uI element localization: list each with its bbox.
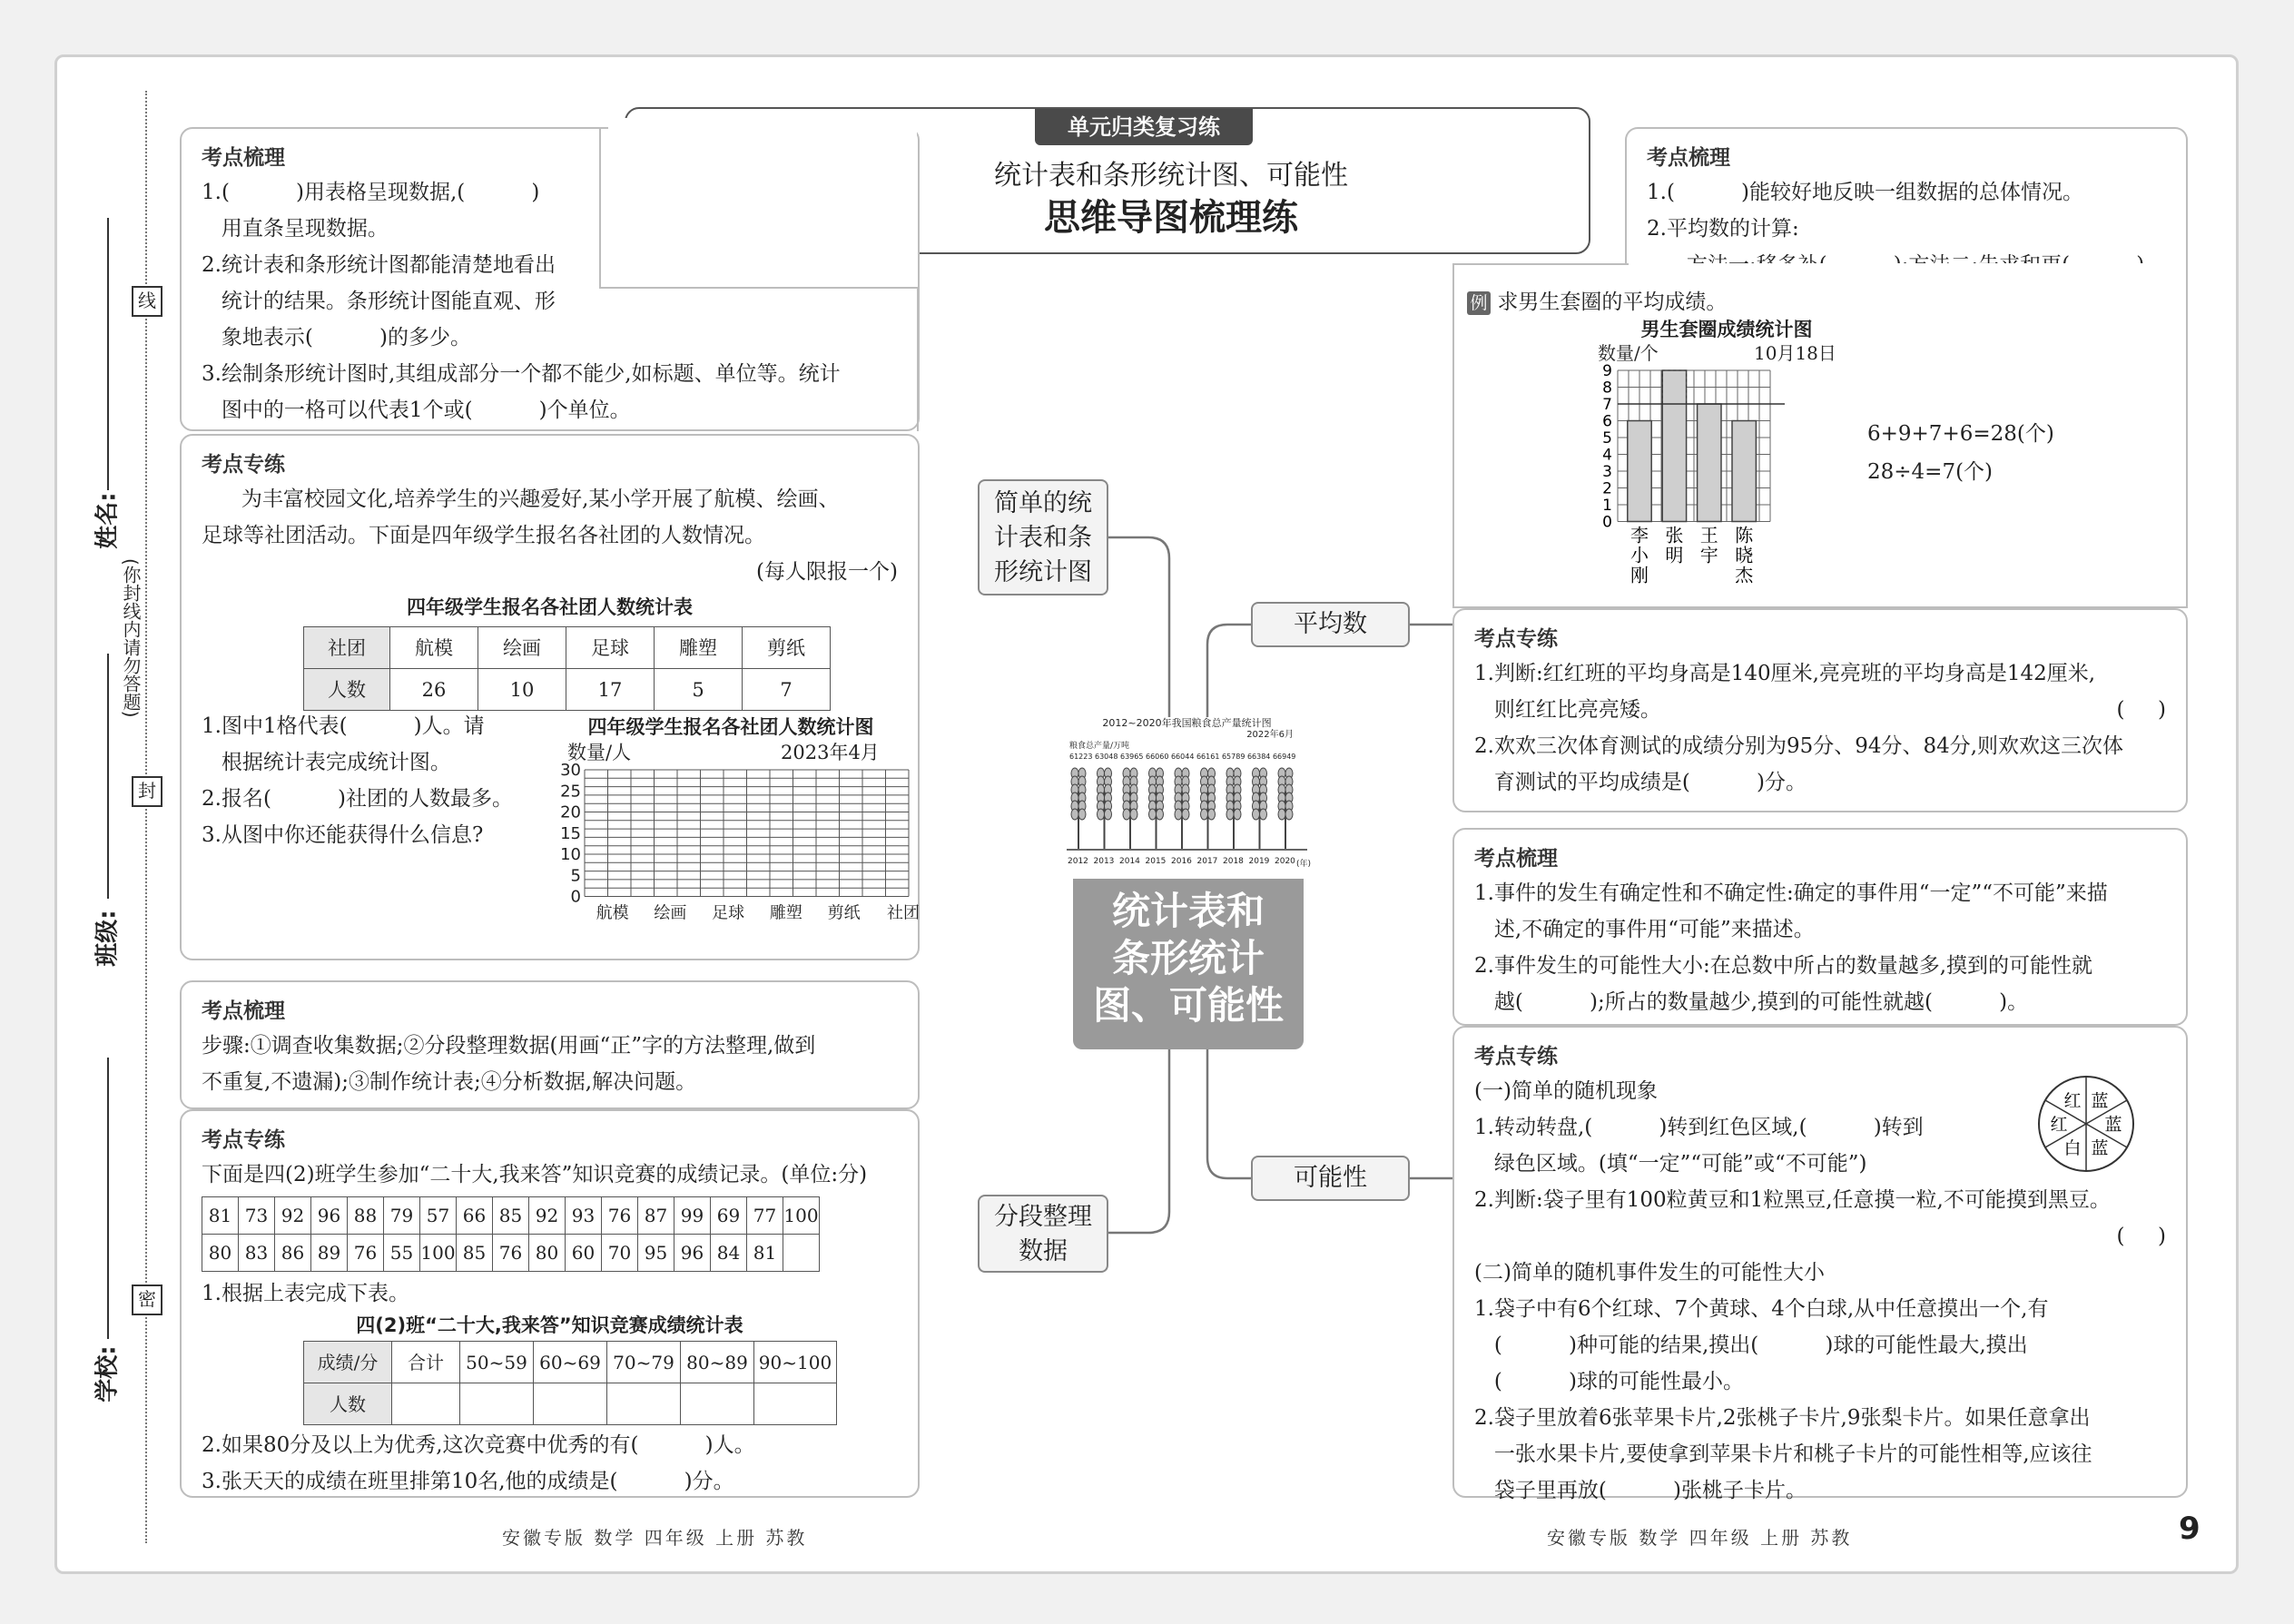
score-cell: 57 [420, 1197, 457, 1235]
y-tick-label: 5 [570, 866, 581, 886]
question: 2.如果80分及以上为优秀,这次竞赛中优秀的有( )人。 [202, 1433, 755, 1457]
score-cell: 60 [566, 1235, 602, 1272]
text-line: 图中的一格可以代表1个或( )个单位。 [202, 399, 631, 422]
spinner-label: 蓝 [2091, 1137, 2109, 1158]
spinner-label: 白 [2063, 1137, 2082, 1158]
image-unit: 粮食总产量/万吨 [1069, 742, 1130, 751]
table-cell: 足球 [566, 627, 655, 669]
wheat-grain [1149, 809, 1157, 820]
node-simple-statistics: 简单的统 计表和条 形统计图 [978, 479, 1108, 595]
table-cell: 80~89 [681, 1342, 754, 1383]
score-cell: 100 [420, 1235, 457, 1272]
score-cell: 99 [674, 1197, 711, 1235]
text-line: 步骤:①调查收集数据;②分段整理数据(用画“正”字的方法整理,做到 [202, 1034, 816, 1058]
image-date: 2022年6月 [1246, 730, 1294, 740]
header-badge: 单元归类复习练 [1035, 109, 1253, 145]
class-label: 班级: [94, 910, 122, 967]
score-cell: 89 [311, 1235, 348, 1272]
y-tick-label: 5 [1602, 429, 1612, 448]
year-label: 2013 [1093, 857, 1115, 866]
bar-label-char: 小 [1630, 544, 1649, 566]
bar [1732, 421, 1756, 522]
table-cell: 26 [390, 669, 478, 711]
text-line: 1.判断:红红班的平均身高是140厘米,亮亮班的平均身高是142厘米, [1474, 662, 2096, 685]
year-label: 2014 [1119, 857, 1140, 866]
subsection-title: (一)简单的随机现象 [1474, 1079, 1658, 1103]
node-average: 平均数 [1251, 602, 1410, 647]
text-line: 3.绘制条形统计图时,其组成部分一个都不能少,如标题、单位等。统计 [202, 362, 841, 386]
wheat-grain [1071, 809, 1078, 820]
example-top-border [1454, 263, 1629, 265]
right-panel-review-1 [1625, 127, 2188, 281]
text-line: 一张水果卡片,要使拿到苹果卡片和桃子卡片的可能性相等,应该往 [1474, 1442, 2092, 1466]
wheat-grain [1157, 809, 1164, 820]
question: 1.根据上表完成下表。 [202, 1282, 409, 1305]
section-title: 考点梳理 [1474, 847, 1558, 871]
x-axis-name: 社团 [887, 903, 920, 923]
bar [1698, 404, 1721, 522]
seal-mark: 线 [132, 286, 162, 317]
score-cell: 96 [674, 1235, 711, 1272]
intro-line: 为丰富校园文化,培养学生的兴趣爱好,某小学开展了航模、绘画、 [202, 487, 840, 511]
wheat-grain [1201, 809, 1208, 820]
wheat-grain [1208, 809, 1216, 820]
no-answer-note: (你封线内请勿答题) [120, 558, 142, 718]
question: 3.从图中你还能获得什么信息? [202, 823, 484, 847]
score-cell: 77 [747, 1197, 783, 1235]
example-text: 求男生套圈的平均成绩。 [1497, 290, 1728, 314]
y-tick-label: 6 [1602, 412, 1612, 431]
score-cell: 76 [493, 1235, 529, 1272]
calc-line: 6+9+7+6=28(个) [1867, 422, 2054, 446]
question: 根据统计表完成统计图。 [202, 751, 451, 774]
image-values: 61223 63048 63965 66060 66044 66161 65789 66384 66949 [1069, 753, 1296, 761]
bar-label-char: 张 [1665, 524, 1684, 546]
y-tick-label: 7 [1602, 396, 1612, 414]
bar-label-char: 王 [1699, 524, 1718, 546]
table-cell: 成绩/分 [304, 1342, 392, 1383]
table-cell: 7 [743, 669, 831, 711]
score-cell: 86 [275, 1235, 311, 1272]
wheat-grain [1098, 809, 1105, 820]
table-cell: 17 [566, 669, 655, 711]
chart-unit: 数量/人 [567, 742, 632, 763]
right-panel-practice-1 [1452, 608, 2188, 812]
year-label: 2012 [1068, 857, 1088, 866]
node-grouped-data: 分段整理 数据 [978, 1195, 1108, 1273]
table-cell: 5 [655, 669, 743, 711]
score-cell: 84 [711, 1235, 747, 1272]
text-line: 2.判断:袋子里有100粒黄豆和1粒黑豆,任意摸一粒,不可能摸到黑豆。 [1474, 1188, 2111, 1212]
table-cell: 合计 [392, 1342, 460, 1383]
text-line: 则红红比亮亮矮。 [1474, 698, 1661, 722]
wheat-grain [1175, 809, 1182, 820]
year-label: 2016 [1171, 857, 1192, 866]
score-cell: 92 [529, 1197, 566, 1235]
text-line: 2.袋子里放着6张苹果卡片,2张桃子卡片,9张梨卡片。如果任意拿出 [1474, 1406, 2091, 1430]
center-title-line: 统计表和 [1111, 889, 1265, 933]
wheat-grain [1078, 809, 1086, 820]
center-title-line: 图、可能性 [1092, 983, 1284, 1028]
wheat-illustration [1062, 763, 1312, 853]
score-cell: 85 [493, 1197, 529, 1235]
table-cell: 人数 [304, 669, 390, 711]
image-title: 2012~2020年我国粮食总产量统计图 [1102, 717, 1272, 729]
center-image [1062, 717, 1312, 881]
x-tick-label: 绘画 [654, 903, 687, 923]
score-cell: 87 [638, 1197, 674, 1235]
text-line: 统计的结果。条形统计图能直观、形 [202, 290, 556, 313]
section-title: 考点专练 [202, 453, 285, 477]
text-line: 不重复,不遗漏);③制作统计表;④分析数据,解决问题。 [202, 1070, 697, 1094]
section-title: 考点梳理 [1647, 146, 1730, 170]
bar [1628, 421, 1651, 522]
text-line: 袋子里再放( )张桃子卡片。 [1474, 1479, 1807, 1502]
wheat-grain [1285, 809, 1293, 820]
question: 2.报名( )社团的人数最多。 [202, 787, 514, 811]
score-cell: 81 [747, 1235, 783, 1272]
question: 1.图中1格代表( )人。请 [202, 714, 485, 738]
text-line: 1.( )用表格呈现数据,( ) [202, 181, 540, 204]
y-tick-label: 1 [1602, 497, 1612, 515]
text-line: 2.统计表和条形统计图都能清楚地看出 [202, 253, 556, 277]
header-subtitle: 统计表和条形统计图、可能性 [994, 160, 1348, 192]
score-cell: 73 [239, 1197, 275, 1235]
table-cell: 10 [478, 669, 566, 711]
x-tick-label: 剪纸 [827, 903, 861, 923]
spinner-diagram [2035, 1073, 2137, 1175]
spinner-label: 红 [2063, 1091, 2082, 1112]
score-cell: 96 [311, 1197, 348, 1235]
header-title: 思维导图梳理练 [1044, 197, 1298, 239]
text-line: 1.袋子中有6个红球、7个黄球、4个白球,从中任意摸出一个,有 [1474, 1297, 2049, 1321]
answer-brackets[interactable]: ( ) [2116, 1225, 2166, 1248]
text-line: 象地表示( )的多少。 [202, 326, 471, 349]
text-line: 用直条呈现数据。 [202, 217, 389, 241]
score-cell: 70 [602, 1235, 638, 1272]
wheat-grain [1226, 809, 1234, 820]
page-number: 9 [2179, 1511, 2200, 1547]
spinner-label: 蓝 [2091, 1091, 2109, 1112]
wheat-grain [1234, 809, 1241, 820]
text-line: 1.事件的发生有确定性和不确定性:确定的事件用“一定”“不可能”来描 [1474, 881, 2108, 905]
example-unit: 数量/个 [1598, 342, 1659, 364]
school-label: 学校: [94, 1345, 122, 1403]
subsection-title: (二)简单的随机事件发生的可能性大小 [1474, 1261, 1825, 1284]
year-label: 2017 [1196, 857, 1218, 866]
wheat-grain [1260, 809, 1267, 820]
table-cell: 社团 [304, 627, 390, 669]
score-cell: 76 [348, 1235, 384, 1272]
year-label: 2015 [1145, 857, 1167, 866]
footer-left: 安徽专版 数学 四年级 上册 苏教 [502, 1527, 808, 1549]
example-bar-chart [1590, 363, 1808, 608]
table-cell: 50~59 [460, 1342, 534, 1383]
table-cell: 剪纸 [743, 627, 831, 669]
year-label: 2018 [1223, 857, 1244, 866]
x-tick-label: 航模 [596, 903, 629, 923]
chart-title: 四年级学生报名各社团人数统计图 [587, 716, 874, 738]
table-caption: 四年级学生报名各社团人数统计表 [407, 596, 693, 618]
bar-label-char: 刚 [1630, 564, 1649, 586]
answer-brackets[interactable]: ( ) [2116, 698, 2166, 722]
section-title: 考点专练 [1474, 1045, 1558, 1068]
y-tick-label: 4 [1602, 446, 1612, 465]
section-title: 考点梳理 [202, 146, 285, 170]
score-cell: 93 [566, 1197, 602, 1235]
wheat-grain [1182, 809, 1189, 820]
score-cell: 83 [239, 1235, 275, 1272]
intro-line: 足球等社团活动。下面是四年级学生报名各社团的人数情况。 [202, 524, 765, 547]
bar-label-char: 陈 [1735, 524, 1754, 546]
seal-mark: 封 [132, 776, 162, 807]
year-axis-unit: (年) [1296, 860, 1312, 869]
section-title: 考点专练 [202, 1128, 285, 1152]
wheat-grain [1130, 809, 1137, 820]
score-cell: 76 [602, 1197, 638, 1235]
seal-mark: 密 [132, 1284, 162, 1315]
wheat-grain [1105, 809, 1112, 820]
example-tag: 例 [1467, 291, 1491, 315]
table-cell: 航模 [390, 627, 478, 669]
bar-label-char: 杰 [1735, 564, 1754, 586]
text-line: 2.欢欢三次体育测试的成绩分别为95分、94分、84分,则欢欢这三次体 [1474, 734, 2124, 758]
text-line: ( )种可能的结果,摸出( )球的可能性最大,摸出 [1474, 1334, 2028, 1357]
y-tick-label: 25 [560, 782, 581, 802]
wheat-grain [1123, 809, 1130, 820]
y-tick-label: 30 [560, 761, 581, 780]
text-line: 述,不确定的事件用“可能”来描述。 [1474, 918, 1815, 941]
section-title: 考点梳理 [202, 999, 285, 1023]
example-date: 10月18日 [1754, 342, 1836, 364]
score-cell: 92 [275, 1197, 311, 1235]
center-title-box [1073, 879, 1304, 1049]
text-line: 育测试的平均成绩是( )分。 [1474, 771, 1807, 794]
score-cell: 85 [457, 1235, 493, 1272]
y-tick-label: 0 [1602, 513, 1612, 532]
wheat-grain [1278, 809, 1285, 820]
footer-right: 安徽专版 数学 四年级 上册 苏教 [1547, 1527, 1853, 1549]
bar-label-char: 宇 [1699, 544, 1718, 566]
x-tick-label: 足球 [712, 903, 745, 923]
right-panel-practice-2 [1452, 1026, 2188, 1502]
year-label: 2019 [1248, 857, 1270, 866]
y-tick-label: 2 [1602, 479, 1612, 498]
y-tick-label: 8 [1602, 379, 1612, 398]
table-cell: 60~69 [534, 1342, 607, 1383]
bar [1662, 370, 1686, 522]
score-cell: 79 [384, 1197, 420, 1235]
score-cell: 95 [638, 1235, 674, 1272]
bar-label-char: 晓 [1735, 544, 1754, 566]
year-label: 2020 [1275, 857, 1295, 866]
right-panel-review-2 [1452, 828, 2188, 1026]
right-panel-example [1452, 263, 2188, 608]
calc-line: 28÷4=7(个) [1867, 460, 1994, 484]
text-line: 2.平均数的计算: [1647, 217, 1799, 241]
score-cell: 55 [384, 1235, 420, 1272]
table-caption: 四(2)班“二十大,我来答”知识竞赛成绩统计表 [356, 1314, 743, 1336]
spinner-label: 蓝 [2104, 1115, 2122, 1135]
chart-date: 2023年4月 [781, 742, 880, 763]
table-cell: 绘画 [478, 627, 566, 669]
wheat-grain [1253, 809, 1260, 820]
table-cell: 雕塑 [655, 627, 743, 669]
score-cell: 100 [783, 1197, 820, 1235]
y-tick-label: 15 [560, 823, 581, 843]
example-chart-title: 男生套圈成绩统计图 [1640, 319, 1813, 340]
spinner-label: 红 [2050, 1115, 2068, 1135]
intro-line: 下面是四(2)班学生参加“二十大,我来答”知识竞赛的成绩记录。(单位:分) [202, 1163, 868, 1186]
score-cell: 80 [202, 1235, 239, 1272]
score-cell: 81 [202, 1197, 239, 1235]
y-tick-label: 0 [570, 887, 581, 907]
text-line: 2.事件发生的可能性大小:在总数中所占的数量越多,摸到的可能性就 [1474, 954, 2093, 978]
y-tick-label: 10 [560, 845, 581, 864]
table-cell: 90~100 [754, 1342, 837, 1383]
y-tick-label: 20 [560, 802, 581, 822]
text-line: 1.转动转盘,( )转到红色区域,( )转到 [1474, 1116, 1924, 1139]
center-title-line: 条形统计 [1111, 936, 1265, 980]
text-line: ( )球的可能性最小。 [1474, 1370, 1744, 1393]
score-cell: 66 [457, 1197, 493, 1235]
text-line: 1.( )能较好地反映一组数据的总体情况。 [1647, 181, 2084, 204]
table-cell: 70~79 [607, 1342, 681, 1383]
score-cell: 69 [711, 1197, 747, 1235]
score-cell: 80 [529, 1235, 566, 1272]
name-label: 姓名: [94, 492, 122, 549]
section-title: 考点专练 [1474, 627, 1558, 651]
y-tick-label: 3 [1602, 463, 1612, 481]
text-line: 绿色区域。(填“一定”“可能”或“不可能”) [1474, 1152, 1867, 1176]
table-cell: 人数 [304, 1383, 392, 1425]
note: (每人限报一个) [756, 560, 898, 584]
question: 3.张天天的成绩在班里排第10名,他的成绩是( )分。 [202, 1470, 734, 1493]
x-tick-label: 雕塑 [769, 903, 802, 923]
bar-label-char: 明 [1665, 544, 1684, 566]
text-line: 越( );所占的数量越少,摸到的可能性就越( )。 [1474, 990, 2029, 1014]
bar-label-char: 李 [1630, 524, 1649, 546]
node-possibility: 可能性 [1251, 1156, 1410, 1201]
score-cell: 88 [348, 1197, 384, 1235]
y-tick-label: 9 [1602, 362, 1612, 380]
